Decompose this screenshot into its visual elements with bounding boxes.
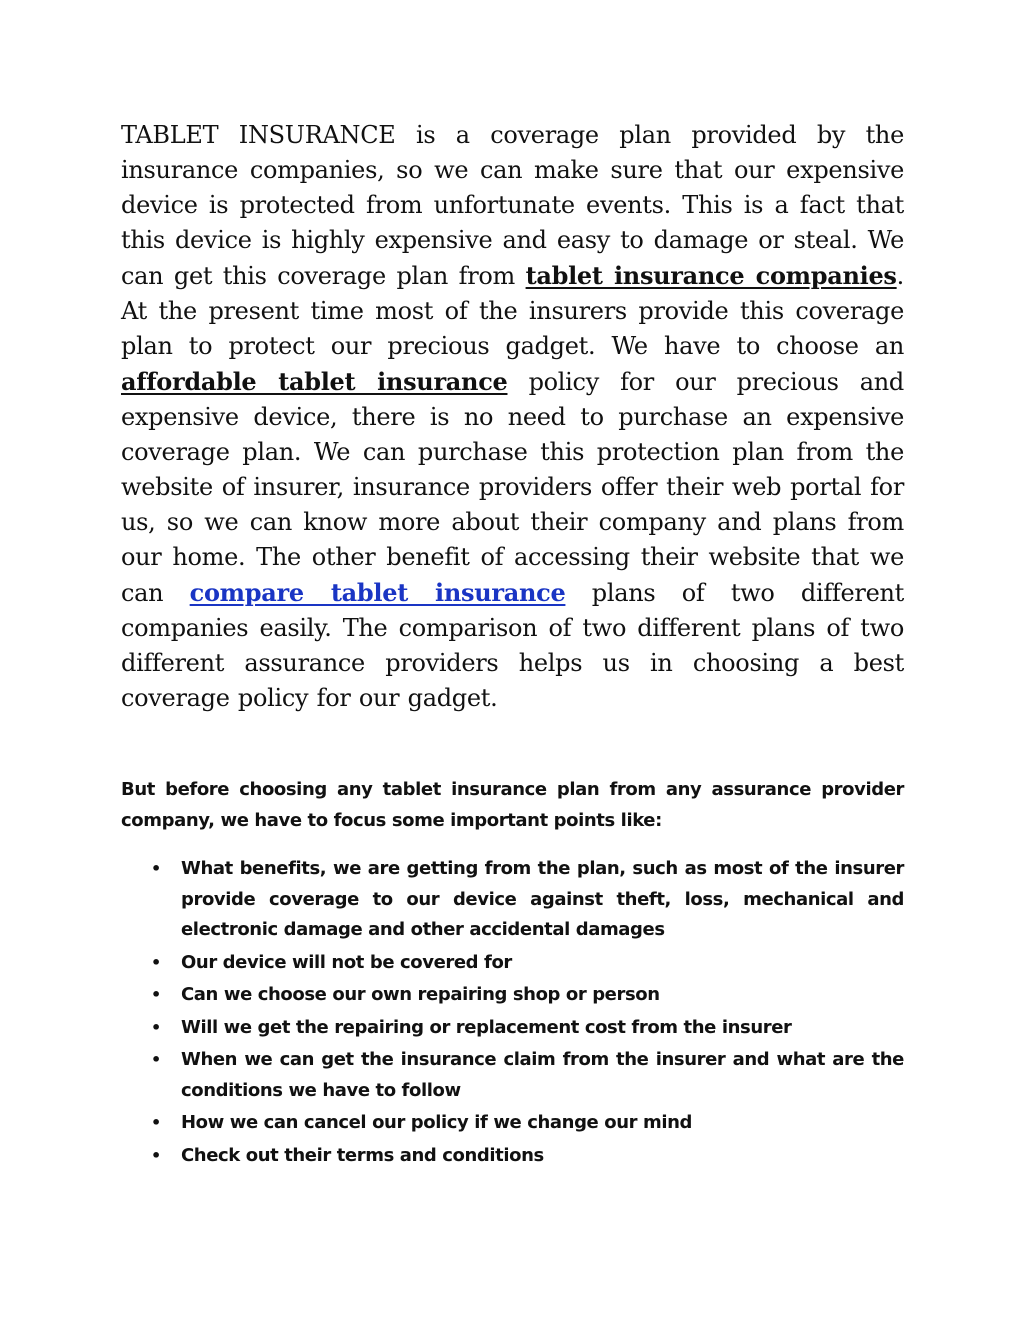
bullet-icon: •: [151, 1050, 161, 1069]
points-intro: But before choosing any tablet insurance plan from any assurance provider company, we have to focus some important points like:: [121, 779, 904, 831]
list-item-text: Can we choose our own repairing shop or person: [181, 984, 660, 1005]
list-item-text: What benefits, we are getting from the plan, such as most of the insurer provide coverage to our device against theft, loss, mechanical and electronic damage and other accidental damages: [181, 858, 904, 940]
list-item-text: Check out their terms and conditions: [181, 1144, 544, 1166]
main-paragraph: [121, 118, 904, 716]
paragraph-text-4: plans of two different companies easily. The comparison of two different plans of two different assurance providers helps us in choosing a best coverage policy for our gadget.: [121, 579, 904, 712]
list-item-text: Our device will not be covered for: [181, 951, 512, 973]
list-item-text: When we can get the insurance claim from the insurer and what are the conditions we have to follow: [181, 1049, 904, 1101]
paragraph-text-2: . At the present time most of the insurers provide this coverage plan to protect our precious gadget. We have to choose an: [121, 262, 904, 360]
paragraph-text-3: policy for our precious and expensive device, there is no need to purchase an expensive coverage plan. We can purchase this protection plan from the website of insurer, insurance providers offer their web portal for us, so we can know more about their company and plans from our home. The other benefit of accessing their website that we can: [121, 368, 904, 607]
bullet-icon: •: [151, 952, 161, 972]
bullet-icon: •: [151, 1113, 161, 1132]
tablet-insurance-companies-link[interactable]: tablet insurance companies: [525, 261, 897, 290]
list-item: [121, 1013, 904, 1044]
list-item-text: How we can cancel our policy if we change our mind: [181, 1112, 692, 1133]
bullet-icon: •: [151, 1017, 161, 1037]
list-item: [121, 854, 904, 946]
points-list: [121, 854, 904, 1173]
list-item: [121, 980, 904, 1011]
bullet-icon: •: [151, 985, 161, 1004]
list-item: [121, 1141, 904, 1172]
compare-tablet-insurance-link[interactable]: compare tablet insurance: [189, 578, 566, 607]
list-item: [121, 1108, 904, 1139]
list-item: [121, 1045, 904, 1106]
bullet-icon: •: [151, 859, 161, 878]
list-item-text: Will we get the repairing or replacement cost from the insurer: [181, 1016, 792, 1038]
list-item: [121, 948, 904, 979]
bullet-icon: •: [151, 1145, 161, 1165]
paragraph-text-1: TABLET INSURANCE is a coverage plan provided by the insurance companies, so we can make sure that our expensive device is protected from unfortunate events. This is a fact that this device is highly expensive and easy to damage or steal. We can get this coverage plan from: [121, 121, 904, 290]
affordable-tablet-insurance-link[interactable]: affordable tablet insurance: [121, 367, 508, 396]
